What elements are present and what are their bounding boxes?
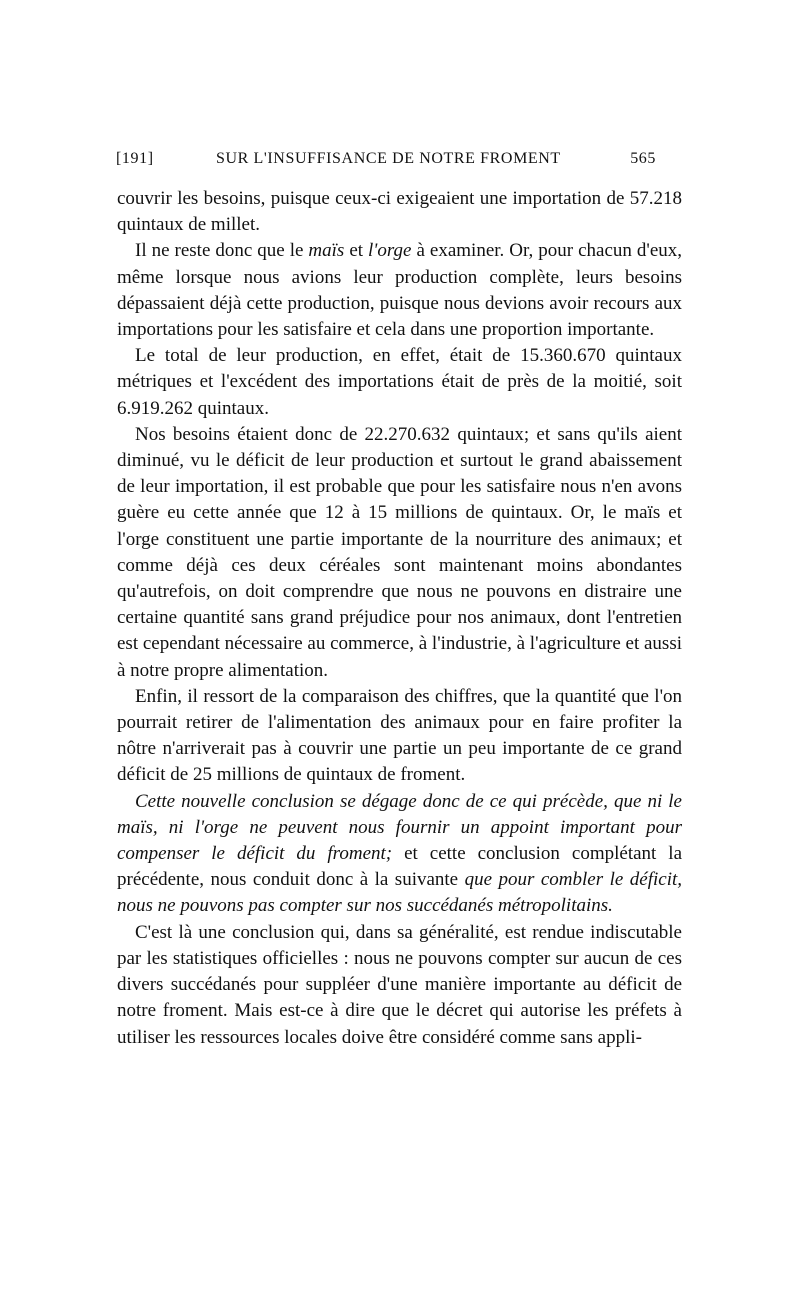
paragraph-2	[117, 238, 682, 343]
p2-mais: maïs	[308, 240, 345, 262]
p2-text-e: à examiner. Or, pour chacun d'eux, même lorsque nous avions leur production complète, leurs besoins dépassaient déjà cette production, puisque nous devions avoir recours aux importations pour les satisfaire et cela dans une proportion importante.	[117, 240, 683, 341]
p2-text-c: et	[344, 240, 369, 262]
p2-text-a: Il ne reste donc que le	[135, 240, 309, 262]
body-text	[117, 186, 682, 1051]
page-number: 565	[630, 150, 656, 167]
p6-text-b: et cette conclusion complétant la précédente, nous conduit donc à la suivante	[117, 843, 682, 891]
bracket-number: [191]	[116, 150, 154, 167]
p6-italic-c: que pour combler le déficit, nous ne pouvons pas compter sur nos succédanés métropolitains.	[117, 869, 682, 917]
running-title: SUR L'INSUFFISANCE DE NOTRE FROMENT	[216, 150, 561, 167]
paragraph-4: Nos besoins étaient donc de 22.270.632 quintaux; et sans qu'ils aient diminué, vu le déficit de leur production et surtout le grand abaissement de leur importation, il est probable que pour les satisfaire nous n'en avons guère eu cette année que 12 à 15 millions de quintaux. Or, le maïs et l'orge constituent une partie importante de la nourriture des animaux; et comme déjà ces deux céréales sont maintenant moins abondantes qu'autrefois, on doit comprendre que nous ne pouvons en distraire une certaine quantité sans grand préjudice pour nos animaux, dont l'entretien est cependant nécessaire au commerce, à l'industrie, à l'agriculture et aussi à notre propre alimentation.	[117, 423, 682, 681]
paragraph-3: Le total de leur production, en effet, était de 15.360.670 quintaux métriques et l'excédent des importations était de près de la moitié, soit 6.919.262 quintaux.	[117, 345, 682, 419]
paragraph-7: C'est là une conclusion qui, dans sa généralité, est rendue indiscutable par les statistiques officielles : nous ne pouvons compter sur aucun de ces divers succédanés pour suppléer d'une manière importante au déficit de notre froment. Mais est-ce à dire que le décret qui autorise les préfets à utiliser les ressources locales doive être considéré comme sans appli-	[117, 921, 682, 1048]
p6-italic-a: Cette nouvelle conclusion se dégage donc de ce qui précède, que ni le maïs, ni l'orge ne peuvent nous fournir un appoint important pour compenser le déficit du froment;	[117, 790, 682, 865]
paragraph-6	[117, 789, 682, 920]
paragraph-5: Enfin, il ressort de la comparaison des chiffres, que la quantité que l'on pourrait retirer de l'alimentation des animaux pour en faire profiter la nôtre n'arriverait pas à couvrir une partie un peu importante de ce grand déficit de 25 millions de quintaux de froment.	[117, 685, 682, 786]
paragraph-1: couvrir les besoins, puisque ceux-ci exigeaient une importation de 57.218 quintaux de millet.	[117, 188, 682, 236]
p2-orge: l'orge	[368, 240, 412, 262]
